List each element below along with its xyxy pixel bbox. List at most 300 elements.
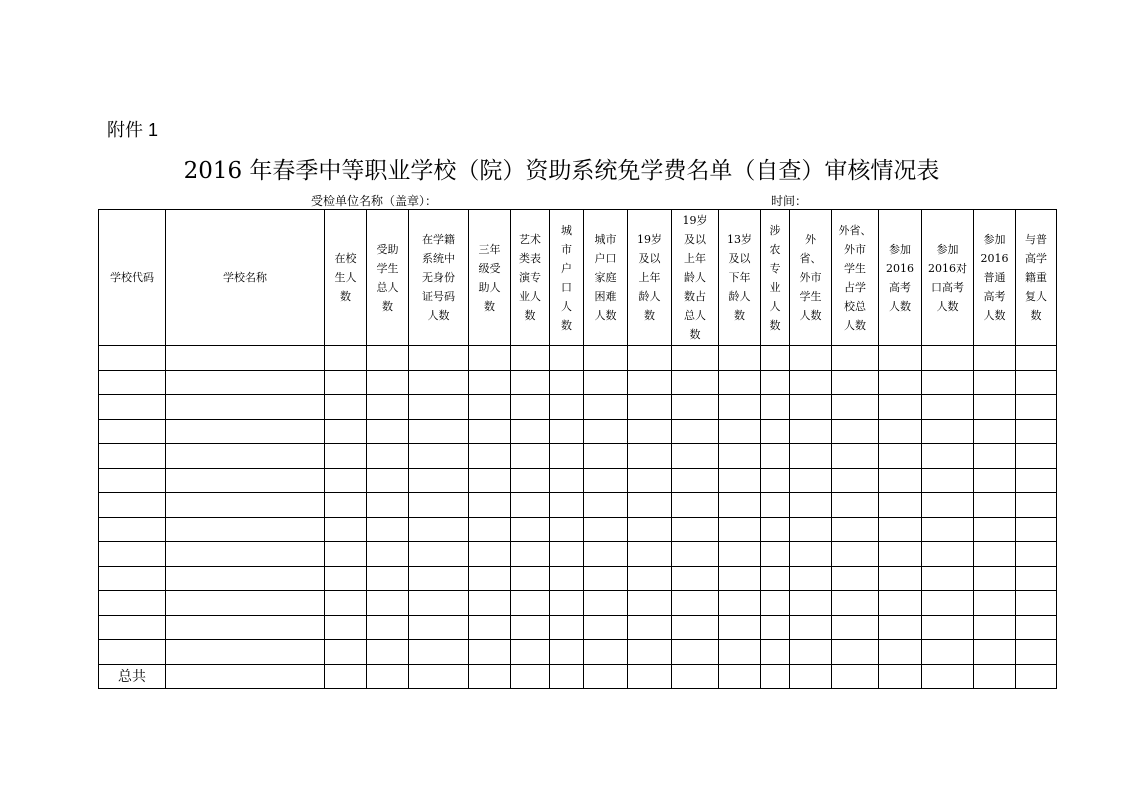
column-header — [974, 210, 1016, 346]
table-cell — [367, 419, 409, 444]
table-cell — [1016, 615, 1057, 640]
table-cell — [879, 615, 922, 640]
table-cell — [879, 493, 922, 518]
table-cell — [1016, 468, 1057, 493]
total-cell — [469, 664, 511, 689]
table-cell — [367, 370, 409, 395]
table-cell — [367, 591, 409, 616]
table-cell — [719, 395, 761, 420]
table-cell — [99, 517, 166, 542]
table-cell — [469, 542, 511, 567]
table-cell — [974, 346, 1016, 371]
table-cell — [584, 395, 628, 420]
table-cell — [99, 419, 166, 444]
column-header-label: 参加 2016 高考 人数 — [886, 242, 914, 313]
column-header — [584, 210, 628, 346]
table-cell — [166, 542, 325, 567]
table-cell — [761, 395, 790, 420]
table-cell — [628, 566, 672, 591]
table-cell — [511, 468, 550, 493]
table-cell — [1016, 395, 1057, 420]
table-cell — [511, 370, 550, 395]
total-cell — [672, 664, 719, 689]
table-cell — [628, 395, 672, 420]
table-cell — [584, 591, 628, 616]
table-cell — [719, 444, 761, 469]
table-cell — [628, 542, 672, 567]
table-cell — [511, 517, 550, 542]
table-cell — [790, 542, 832, 567]
table-cell — [832, 542, 879, 567]
table-cell — [879, 542, 922, 567]
table-total-row — [99, 664, 1057, 689]
table-cell — [672, 419, 719, 444]
table-cell — [325, 615, 367, 640]
table-cell — [672, 444, 719, 469]
table-cell — [761, 615, 790, 640]
table-cell — [832, 395, 879, 420]
total-cell — [790, 664, 832, 689]
table-cell — [550, 346, 584, 371]
time-label: 时间： — [771, 194, 808, 208]
table-cell — [761, 419, 790, 444]
table-cell — [628, 419, 672, 444]
table-cell — [761, 566, 790, 591]
column-header — [550, 210, 584, 346]
table-cell — [761, 640, 790, 665]
total-cell — [832, 664, 879, 689]
audit-table — [98, 209, 1057, 689]
table-cell — [325, 444, 367, 469]
column-header — [628, 210, 672, 346]
table-cell — [719, 566, 761, 591]
table-cell — [628, 493, 672, 518]
column-header — [832, 210, 879, 346]
table-cell — [974, 591, 1016, 616]
table-cell — [99, 395, 166, 420]
table-cell — [974, 640, 1016, 665]
table-cell — [974, 542, 1016, 567]
table-cell — [469, 468, 511, 493]
table-cell — [511, 346, 550, 371]
table-cell — [409, 493, 469, 518]
table-cell — [922, 346, 974, 371]
table-cell — [550, 591, 584, 616]
table-cell — [628, 468, 672, 493]
table-cell — [511, 419, 550, 444]
table-cell — [550, 444, 584, 469]
column-header-label: 外 省、 外市 学生 人数 — [799, 233, 822, 322]
table-cell — [761, 370, 790, 395]
table-cell — [922, 370, 974, 395]
table-cell — [584, 542, 628, 567]
table-cell — [584, 566, 628, 591]
table-cell — [166, 346, 325, 371]
table-cell — [584, 419, 628, 444]
total-cell — [719, 664, 761, 689]
table-cell — [99, 444, 166, 469]
table-cell — [325, 346, 367, 371]
table-cell — [367, 444, 409, 469]
table-cell — [879, 468, 922, 493]
table-cell — [761, 346, 790, 371]
table-cell — [879, 517, 922, 542]
table-cell — [1016, 444, 1057, 469]
table-cell — [409, 468, 469, 493]
table-cell — [584, 615, 628, 640]
table-cell — [790, 493, 832, 518]
column-header-label: 三年 级受 助人 数 — [478, 242, 501, 313]
table-cell — [367, 542, 409, 567]
table-cell — [879, 640, 922, 665]
table-cell — [325, 370, 367, 395]
table-cell — [550, 615, 584, 640]
table-cell — [1016, 370, 1057, 395]
table-cell — [469, 517, 511, 542]
table-cell — [922, 395, 974, 420]
column-header-label: 19岁 及以 上年 龄人 数占 总人 数 — [682, 214, 708, 341]
table-cell — [879, 591, 922, 616]
table-cell — [832, 615, 879, 640]
table-cell — [790, 517, 832, 542]
table-cell — [628, 517, 672, 542]
table-cell — [166, 444, 325, 469]
column-header — [879, 210, 922, 346]
table-cell — [879, 395, 922, 420]
table-cell — [511, 615, 550, 640]
attachment-label: 附件 1 — [107, 120, 159, 140]
table-cell — [325, 517, 367, 542]
column-header — [790, 210, 832, 346]
total-cell — [584, 664, 628, 689]
table-cell — [1016, 542, 1057, 567]
table-cell — [584, 346, 628, 371]
table-cell — [672, 591, 719, 616]
table-cell — [832, 566, 879, 591]
table-cell — [922, 542, 974, 567]
table-cell — [922, 640, 974, 665]
table-cell — [974, 419, 1016, 444]
table-cell — [469, 419, 511, 444]
table-cell — [469, 640, 511, 665]
table-cell — [409, 640, 469, 665]
table-cell — [832, 346, 879, 371]
table-cell — [719, 468, 761, 493]
table-row — [99, 370, 1057, 395]
table-cell — [719, 346, 761, 371]
table-cell — [325, 395, 367, 420]
table-cell — [922, 591, 974, 616]
table-cell — [511, 566, 550, 591]
table-cell — [99, 346, 166, 371]
table-cell — [99, 542, 166, 567]
table-cell — [719, 615, 761, 640]
table-cell — [325, 640, 367, 665]
table-row — [99, 517, 1057, 542]
table-cell — [719, 517, 761, 542]
table-cell — [166, 566, 325, 591]
table-cell — [761, 542, 790, 567]
table-cell — [325, 542, 367, 567]
table-cell — [672, 640, 719, 665]
table-cell — [511, 444, 550, 469]
total-cell — [550, 664, 584, 689]
table-cell — [550, 468, 584, 493]
column-header — [672, 210, 719, 346]
table-cell — [325, 566, 367, 591]
table-cell — [628, 444, 672, 469]
column-header-label: 在学籍 系统中 无身份 证号码 人数 — [422, 233, 455, 322]
table-cell — [922, 566, 974, 591]
table-cell — [922, 468, 974, 493]
total-cell — [367, 664, 409, 689]
table-cell — [974, 395, 1016, 420]
table-cell — [1016, 640, 1057, 665]
table-cell — [628, 615, 672, 640]
table-cell — [99, 468, 166, 493]
total-cell — [761, 664, 790, 689]
total-cell — [628, 664, 672, 689]
table-cell — [879, 346, 922, 371]
table-cell — [409, 566, 469, 591]
table-cell — [790, 395, 832, 420]
total-cell — [166, 664, 325, 689]
table-cell — [367, 493, 409, 518]
table-cell — [367, 566, 409, 591]
column-header — [1016, 210, 1057, 346]
column-header-label: 艺术 类表 演专 业人 数 — [519, 233, 541, 322]
table-cell — [790, 444, 832, 469]
table-cell — [974, 517, 1016, 542]
table-cell — [922, 615, 974, 640]
table-cell — [672, 542, 719, 567]
table-cell — [974, 566, 1016, 591]
table-cell — [325, 468, 367, 493]
column-header — [511, 210, 550, 346]
table-cell — [367, 640, 409, 665]
table-cell — [672, 615, 719, 640]
column-header — [719, 210, 761, 346]
table-cell — [511, 591, 550, 616]
table-row — [99, 346, 1057, 371]
table-cell — [832, 640, 879, 665]
table-cell — [550, 370, 584, 395]
column-header-label: 学校代码 — [110, 271, 154, 284]
table-cell — [790, 346, 832, 371]
table-cell — [879, 444, 922, 469]
table-cell — [879, 566, 922, 591]
table-cell — [832, 517, 879, 542]
table-cell — [790, 566, 832, 591]
table-cell — [367, 517, 409, 542]
table-cell — [511, 640, 550, 665]
total-cell — [409, 664, 469, 689]
table-cell — [550, 419, 584, 444]
table-cell — [469, 346, 511, 371]
table-cell — [974, 468, 1016, 493]
table-cell — [584, 493, 628, 518]
column-header — [409, 210, 469, 346]
table-cell — [672, 493, 719, 518]
table-cell — [511, 542, 550, 567]
total-cell — [974, 664, 1016, 689]
table-cell — [469, 615, 511, 640]
column-header-label: 城市 户口 家庭 困难 人数 — [594, 233, 617, 322]
table-cell — [325, 493, 367, 518]
table-cell — [790, 591, 832, 616]
table-cell — [511, 395, 550, 420]
column-header-label: 外省、 外市 学生 占学 校总 人数 — [838, 223, 872, 332]
table-cell — [550, 566, 584, 591]
column-header — [166, 210, 325, 346]
table-cell — [367, 615, 409, 640]
total-cell — [325, 664, 367, 689]
table-cell — [166, 591, 325, 616]
total-cell — [879, 664, 922, 689]
table-cell — [550, 493, 584, 518]
table-cell — [99, 591, 166, 616]
table-cell — [166, 468, 325, 493]
table-cell — [628, 370, 672, 395]
table-cell — [550, 542, 584, 567]
table-row — [99, 468, 1057, 493]
table-cell — [409, 346, 469, 371]
table-cell — [409, 542, 469, 567]
table-cell — [550, 395, 584, 420]
table-cell — [409, 591, 469, 616]
table-cell — [584, 517, 628, 542]
table-cell — [761, 517, 790, 542]
table-cell — [166, 370, 325, 395]
table-cell — [832, 370, 879, 395]
table-cell — [367, 395, 409, 420]
table-cell — [409, 444, 469, 469]
column-header-label: 参加 2016 普通 高考 人数 — [980, 233, 1009, 322]
table-cell — [409, 517, 469, 542]
table-row — [99, 542, 1057, 567]
total-label: 总共 — [99, 664, 166, 689]
table-cell — [1016, 419, 1057, 444]
table-cell — [1016, 566, 1057, 591]
table-cell — [166, 615, 325, 640]
table-cell — [469, 444, 511, 469]
table-cell — [584, 444, 628, 469]
table-cell — [672, 346, 719, 371]
table-cell — [409, 419, 469, 444]
table-cell — [672, 566, 719, 591]
column-header-label: 涉 农 专 业 人 数 — [769, 223, 781, 332]
table-cell — [672, 517, 719, 542]
table-cell — [628, 640, 672, 665]
table-row — [99, 566, 1057, 591]
table-cell — [922, 444, 974, 469]
table-cell — [469, 591, 511, 616]
table-cell — [719, 419, 761, 444]
table-cell — [832, 493, 879, 518]
table-cell — [166, 517, 325, 542]
column-header — [367, 210, 409, 346]
table-row — [99, 591, 1057, 616]
table-cell — [469, 370, 511, 395]
total-cell — [1016, 664, 1057, 689]
column-header-label: 13岁 及以 下年 龄人 数 — [727, 233, 752, 322]
table-cell — [99, 493, 166, 518]
table-cell — [1016, 591, 1057, 616]
table-cell — [469, 493, 511, 518]
table-cell — [99, 566, 166, 591]
column-header-label: 城 市 户 口 人 数 — [561, 223, 572, 332]
table-cell — [1016, 346, 1057, 371]
table-row — [99, 615, 1057, 640]
table-cell — [325, 591, 367, 616]
table-cell — [790, 370, 832, 395]
table-cell — [166, 640, 325, 665]
table-cell — [672, 395, 719, 420]
total-cell — [511, 664, 550, 689]
table-cell — [325, 419, 367, 444]
table-cell — [790, 640, 832, 665]
column-header-label: 受助 学生 总人 数 — [376, 242, 399, 313]
table-row — [99, 493, 1057, 518]
table-cell — [166, 395, 325, 420]
table-cell — [974, 370, 1016, 395]
table-cell — [469, 395, 511, 420]
table-cell — [922, 517, 974, 542]
table-cell — [719, 640, 761, 665]
table-cell — [584, 468, 628, 493]
page-title: 2016 年春季中等职业学校（院）资助系统免学费名单（自查）审核情况表 — [183, 158, 940, 184]
table-cell — [832, 419, 879, 444]
table-cell — [790, 615, 832, 640]
table-cell — [409, 370, 469, 395]
table-cell — [719, 493, 761, 518]
table-cell — [469, 566, 511, 591]
table-cell — [1016, 517, 1057, 542]
table-cell — [1016, 493, 1057, 518]
table-cell — [974, 493, 1016, 518]
column-header — [469, 210, 511, 346]
inspected-unit-label: 受检单位名称（盖章）： — [311, 194, 438, 208]
table-cell — [672, 468, 719, 493]
table-cell — [922, 493, 974, 518]
table-cell — [922, 419, 974, 444]
table-cell — [761, 591, 790, 616]
table-cell — [761, 444, 790, 469]
table-cell — [550, 640, 584, 665]
table-cell — [511, 493, 550, 518]
column-header — [99, 210, 166, 346]
table-cell — [99, 640, 166, 665]
column-header-label: 参加 2016对 口高考 人数 — [928, 242, 967, 313]
table-body — [99, 346, 1057, 689]
table-row — [99, 444, 1057, 469]
table-cell — [99, 370, 166, 395]
table-cell — [719, 370, 761, 395]
table-cell — [367, 346, 409, 371]
column-header-label: 19岁 及以 上年 龄人 数 — [637, 233, 662, 322]
table-cell — [879, 419, 922, 444]
column-header — [761, 210, 790, 346]
table-cell — [719, 591, 761, 616]
table-cell — [628, 591, 672, 616]
table-cell — [832, 444, 879, 469]
table-header-row — [99, 210, 1057, 346]
table-cell — [166, 419, 325, 444]
table-cell — [99, 615, 166, 640]
column-header-label: 学校名称 — [223, 271, 267, 284]
table-cell — [584, 640, 628, 665]
table-cell — [974, 444, 1016, 469]
